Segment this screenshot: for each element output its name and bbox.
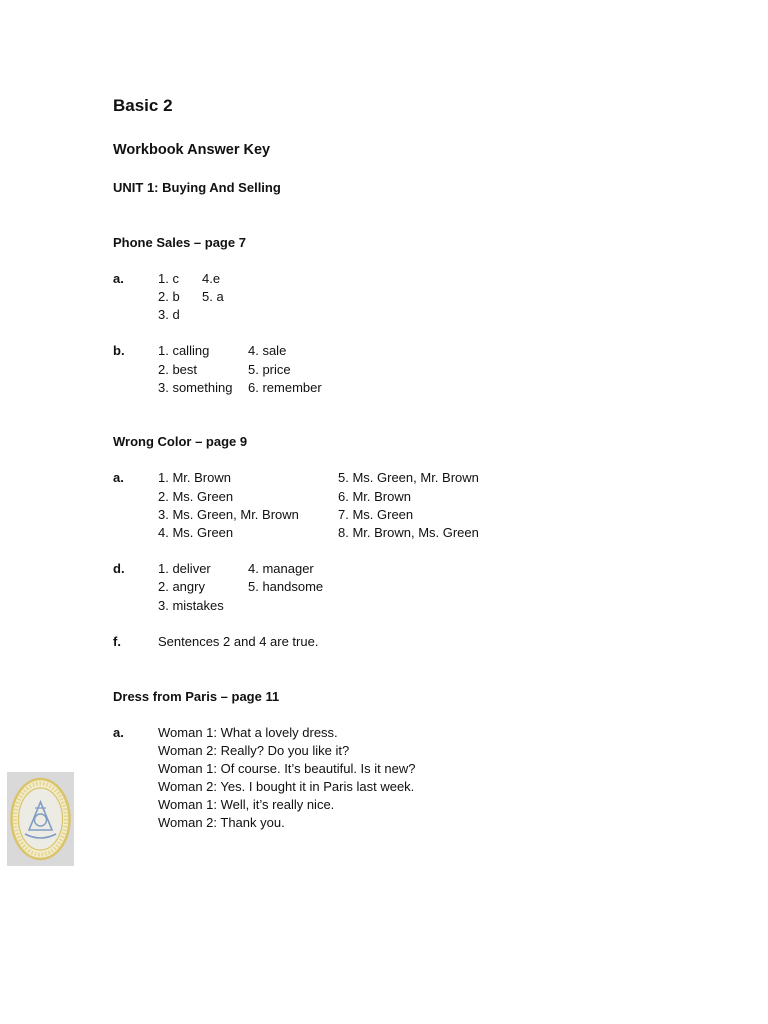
answer-item: 3. something [158,380,233,395]
part-label: a. [113,725,124,740]
unit-heading: UNIT 1: Buying And Selling [113,180,281,195]
answer-item: 2. b [158,289,180,304]
document-subtitle: Workbook Answer Key [113,142,271,158]
answer-item: 5. price [248,362,291,377]
answer-item: 4. manager [248,561,314,576]
answer-text: Sentences 2 and 4 are true. [158,634,319,649]
answer-item: 8. Mr. Brown, Ms. Green [338,525,479,540]
school-seal-icon [7,772,74,866]
part-label: b. [113,343,125,358]
dialogue-line: Woman 1: Of course. It’s beautiful. Is it new? [158,761,416,776]
part-label: a. [113,470,124,485]
document-title: Basic 2 [113,96,173,115]
dialogue-line: Woman 2: Really? Do you like it? [158,743,350,758]
dialogue-line: Woman 1: Well, it’s really nice. [158,797,335,812]
answer-item: 7. Ms. Green [338,507,414,522]
section-heading-phone-sales: Phone Sales – page 7 [113,235,246,250]
answer-item: 1. Mr. Brown [158,470,231,485]
answer-item: 5. Ms. Green, Mr. Brown [338,470,479,485]
section-heading-wrong-color: Wrong Color – page 9 [113,434,248,449]
answer-item: 4. Ms. Green [158,525,234,540]
answer-item: 2. best [158,362,198,377]
answer-item: 1. deliver [158,561,211,576]
answer-item: 3. mistakes [158,598,224,613]
section-heading-dress-from-paris: Dress from Paris – page 11 [113,689,280,704]
answer-item: 5. handsome [248,579,324,594]
answer-item: 5. a [202,289,224,304]
answer-item: 2. angry [158,579,205,594]
dialogue-line: Woman 2: Thank you. [158,815,285,830]
dialogue-line: Woman 2: Yes. I bought it in Paris last week. [158,779,415,794]
answer-item: 6. Mr. Brown [338,489,411,504]
part-label: d. [113,561,125,576]
part-label: a. [113,271,124,286]
answer-item: 1. calling [158,343,210,358]
answer-item: 3. Ms. Green, Mr. Brown [158,507,299,522]
part-label: f. [113,634,121,649]
answer-item: 1. c [158,271,179,286]
answer-item: 6. remember [248,380,322,395]
answer-item: 4. sale [248,343,287,358]
answer-item: 4.e [202,271,221,286]
answer-item: 3. d [158,307,180,322]
dialogue-line: Woman 1: What a lovely dress. [158,725,338,740]
answer-item: 2. Ms. Green [158,489,234,504]
